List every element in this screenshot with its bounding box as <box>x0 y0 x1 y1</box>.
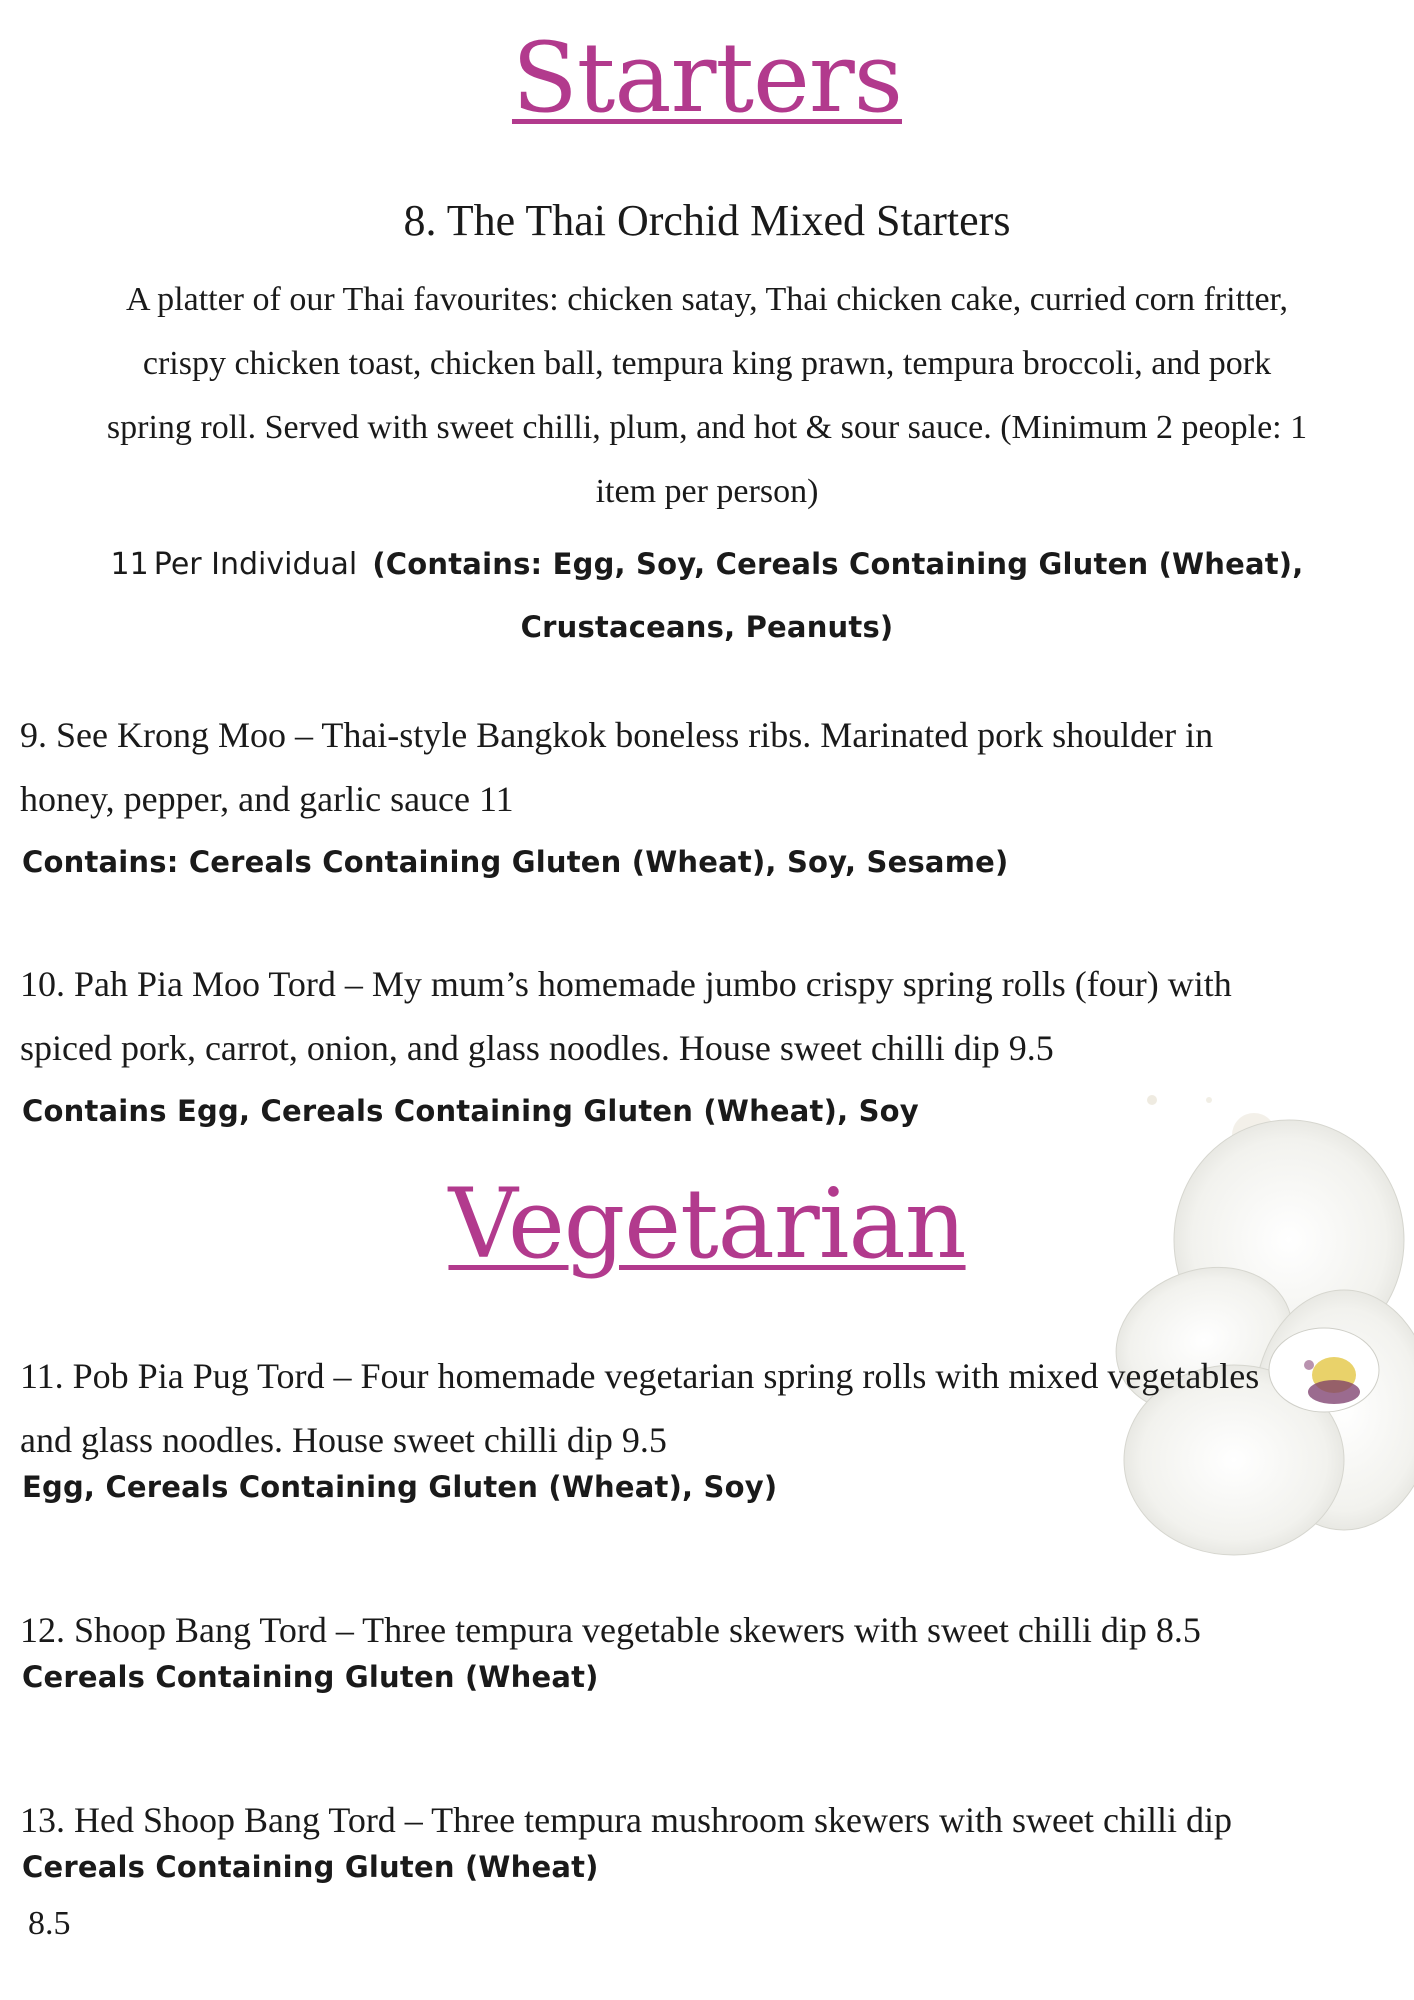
starters-heading: Starters <box>511 22 902 134</box>
item9-line: honey, pepper, and garlic sauce 11 <box>20 779 514 819</box>
item10-description <box>20 952 1400 1080</box>
item12-description: 12. Shoop Bang Tord – Three tempura vegetable skewers with sweet chilli dip 8.5 <box>20 1610 1201 1650</box>
item8-description <box>10 268 1404 524</box>
item11-line: 11. Pob Pia Pug Tord – Four homemade vegetarian spring rolls with mixed vegetables <box>20 1356 1260 1396</box>
item9-line: 9. See Krong Moo – Thai-style Bangkok boneless ribs. Marinated pork shoulder in <box>20 715 1214 755</box>
vegetarian-heading: Vegetarian <box>448 1168 966 1280</box>
item9-description <box>20 703 1400 831</box>
item11-allergens: Egg, Cereals Containing Gluten (Wheat), Soy) <box>22 1470 778 1504</box>
item10-allergens: Contains Egg, Cereals Containing Gluten (Wheat), Soy <box>22 1094 919 1128</box>
item10-line: 10. Pah Pia Moo Tord – My mum’s homemade jumbo crispy spring rolls (four) with <box>20 964 1232 1004</box>
item8-desc-line: item per person) <box>595 473 819 510</box>
item12-allergens: Cereals Containing Gluten (Wheat) <box>22 1660 599 1694</box>
item11-description <box>20 1344 1400 1472</box>
item8-price: 11 <box>110 547 149 582</box>
orchid-flower-icon <box>1114 1080 1414 1580</box>
item8-title: 8. The Thai Orchid Mixed Starters <box>403 196 1011 245</box>
item8-desc-line: crispy chicken toast, chicken ball, tempura king prawn, tempura broccoli, and pork <box>142 345 1272 382</box>
item9-allergens: Contains: Cereals Containing Gluten (Wheat), Soy, Sesame) <box>22 845 1009 879</box>
item8-price-allergens <box>0 535 1414 656</box>
item13-price: 8.5 <box>28 1905 71 1942</box>
item11-line: and glass noodles. House sweet chilli dip 9.5 <box>20 1420 667 1460</box>
item8-allergens: (Contains: Egg, Soy, Cereals Containing Gluten (Wheat), <box>372 547 1304 581</box>
item10-line: spiced pork, carrot, onion, and glass noodles. House sweet chilli dip 9.5 <box>20 1028 1054 1068</box>
item13-allergens: Cereals Containing Gluten (Wheat) <box>22 1850 599 1884</box>
item8-desc-line: spring roll. Served with sweet chilli, plum, and hot & sour sauce. (Minimum 2 people: 1 <box>106 409 1308 446</box>
item8-allergens-cont: Crustaceans, Peanuts) <box>520 610 894 644</box>
item13-description: 13. Hed Shoop Bang Tord – Three tempura mushroom skewers with sweet chilli dip <box>20 1800 1232 1840</box>
item8-desc-line: A platter of our Thai favourites: chicken satay, Thai chicken cake, curried corn fritter, <box>125 281 1289 318</box>
item8-price-note: Per Individual <box>153 547 358 582</box>
